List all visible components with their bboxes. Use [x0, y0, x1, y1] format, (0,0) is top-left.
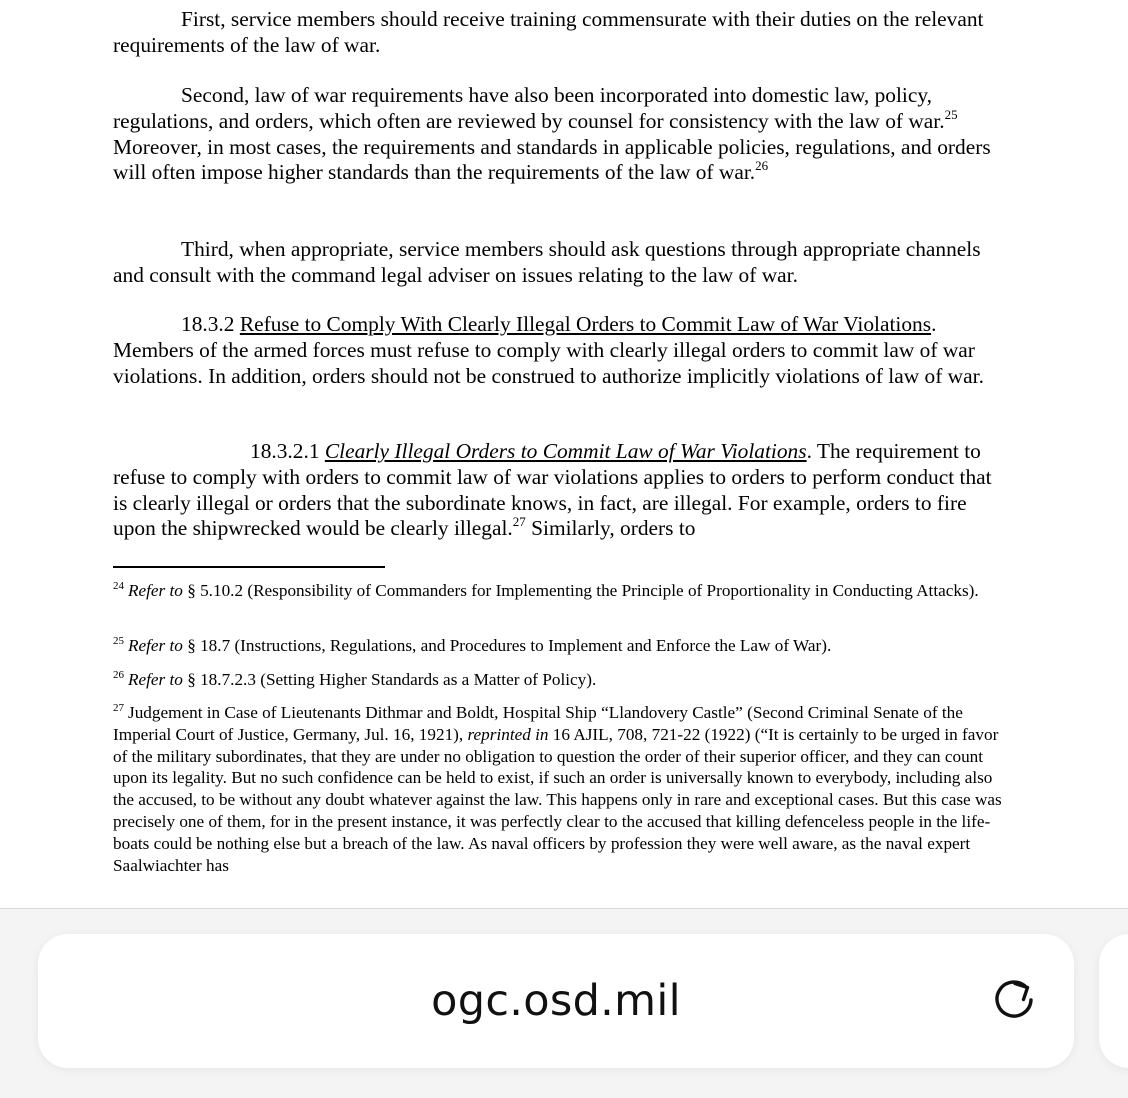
next-tab-peek[interactable] [1099, 934, 1128, 1068]
footnote-ref-27[interactable]: 27 [512, 514, 526, 530]
section-18-3-2-1: 18.3.2.1 Clearly Illegal Orders to Commit Law of War Violations. The requirement to refuse to comply with orders to commit law of war violations applies to orders to perform conduct that is clearly illegal or orders that the subordinate knows, in fact, are illegal. For example, orders to fire upon the shipwrecked would be clearly illegal.$^{27}$ Similarly, orders to [113, 439, 992, 541]
paragraph-second: Second, law of war requirements have also been incorporated into domestic law, policy, regulations, and orders, which often are reviewed by counsel for consistency with the law of war.$^{25}$ Moreover, in most cases, the requirements and standards in applicable policies, regulations, and orders will often impose higher standards than the requirements of the law of war.$^{26}$ [113, 83, 991, 185]
paragraph-third: Third, when appropriate, service members should ask questions through appropriate channels and consult with the command legal adviser on issues relating to the law of war. [113, 237, 981, 287]
url-text[interactable]: ogc.osd.mil [431, 976, 681, 1026]
paragraph-first: First, service members should receive training commensurate with their duties on the relevant requirements of the law of war. [113, 7, 984, 57]
section-number: 18.3.2 [181, 312, 240, 336]
footnote-ref-26[interactable]: 26 [755, 158, 769, 174]
footnote-ref-25[interactable]: 25 [944, 106, 958, 122]
footnote-25: $^{25}$ Refer to § 18.7 (Instructions, Regulations, and Procedures to Implement and Enforce the Law of War). [113, 635, 832, 655]
section-18-3-2: 18.3.2 Refuse to Comply With Clearly Illegal Orders to Commit Law of War Violations. Members of the armed forces must refuse to comply with clearly illegal orders to commit law of war violations. In addition, orders should not be construed to authorize implicitly violations of law of war. [113, 312, 984, 388]
footnote-24: $^{24}$ Refer to § 5.10.2 (Responsibility of Commanders for Implementing the Principle of Proportionality in Conducting Attacks). [113, 580, 979, 600]
reload-icon[interactable] [986, 972, 1042, 1028]
address-bar[interactable] [38, 934, 1074, 1068]
subsection-number: 18.3.2.1 [250, 439, 325, 463]
subsection-title: Clearly Illegal Orders to Commit Law of War Violations [324, 439, 807, 463]
footnote-divider [113, 566, 385, 568]
section-title: Refuse to Comply With Clearly Illegal Orders to Commit Law of War Violations [239, 312, 932, 336]
footnote-26: $^{26}$ Refer to § 18.7.2.3 (Setting Higher Standards as a Matter of Policy). [113, 669, 597, 689]
browser-bottom-toolbar [0, 908, 1128, 1098]
footnote-27: $^{27}$ Judgement in Case of Lieutenants Dithmar and Boldt, Hospital Ship “Llandovery Castle” (Second Criminal Senate of the Imperial Court of Justice, Germany, Jul. 16, 1921), reprinted in 16 AJIL, 708, 721-22 (1922) (“It is certainly to be urged in favor of the military subordinates, that they are under no obligation to question the order of their superior officer, and they can count upon its legality. But no such confidence can be held to exist, if such an order is universally known to everybody, including also the accused, to be without any doubt whatever against the law. This happens only in rare and exceptional cases. But this case was precisely one of them, for in the present instance, it was perfectly clear to the accused that killing defenceless people in the life-boats could be nothing else but a breach of the law. As naval officers by profession they were well aware, as the naval expert Saalwiachter has [113, 702, 1002, 875]
